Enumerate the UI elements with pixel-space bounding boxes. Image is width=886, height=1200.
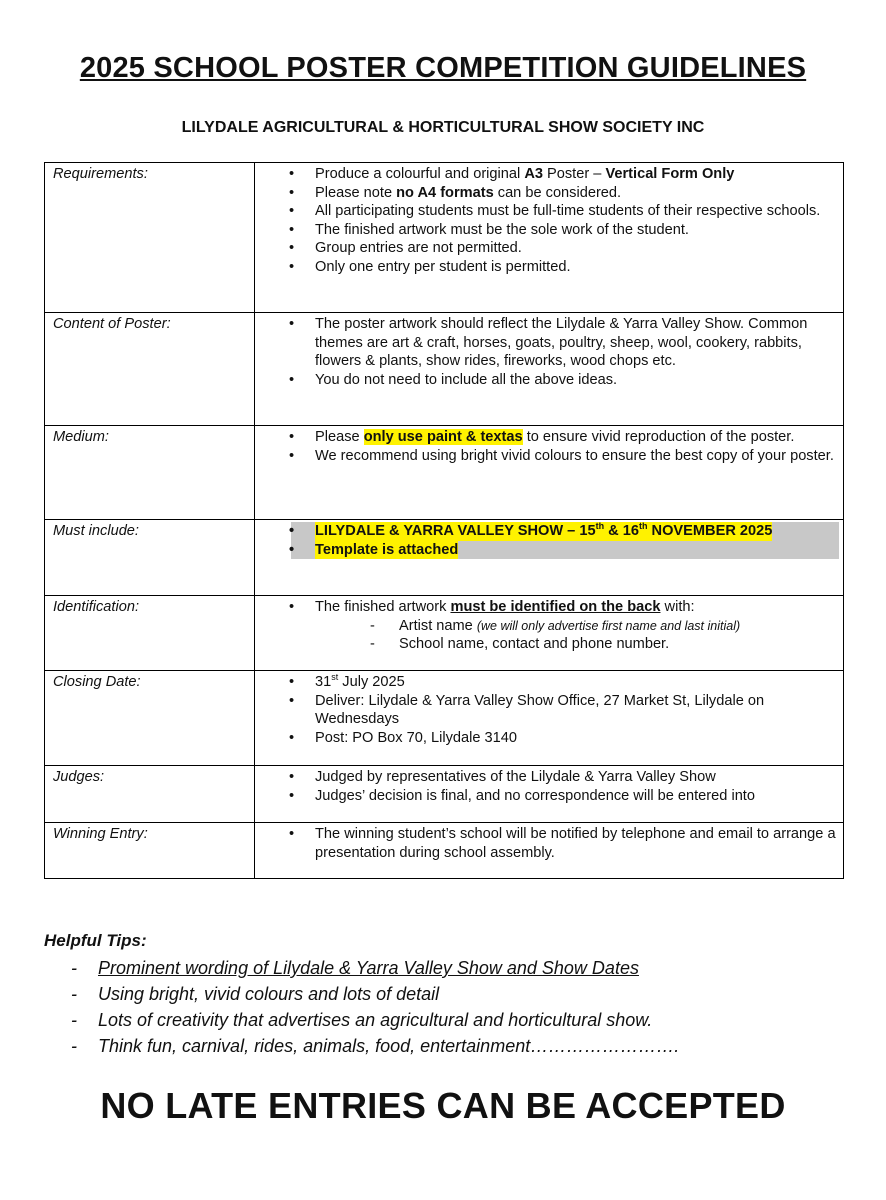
no-late-entries-notice: NO LATE ENTRIES CAN BE ACCEPTED [100, 1085, 786, 1126]
organisation-name: LILYDALE AGRICULTURAL & HORTICULTURAL SHOW SOCIETY INC [181, 119, 705, 136]
list-item: • Deliver: Lilydale & Yarra Valley Show Office, 27 Market St, Lilydale on Wednesdays [315, 692, 837, 729]
closing-date-cell [255, 671, 844, 766]
list-item: • The poster artwork should reflect the Lilydale & Yarra Valley Show. Common themes are art & craft, horses, goats, poultry, sheep, wool, cookery, rabbits, flowers & plants, show rides, fireworks, wood chops etc. [315, 315, 837, 371]
list-item: • You do not need to include all the above ideas. [315, 371, 837, 390]
judges-cell [255, 766, 844, 823]
page-title: 2025 SCHOOL POSTER COMPETITION GUIDELINES [79, 52, 807, 84]
judges-label: Judges: [45, 766, 255, 823]
list-item: • 31st July 2025 [315, 673, 837, 692]
list-item: • Judged by representatives of the Lilydale & Yarra Valley Show [315, 768, 837, 787]
row-identification [45, 596, 844, 671]
must-include-cell [255, 520, 844, 596]
medium-cell [255, 426, 844, 520]
list-item: - Think fun, carnival, rides, animals, food, entertainment……………………. [98, 1033, 679, 1059]
identification-cell [255, 596, 844, 671]
row-content [45, 313, 844, 426]
list-item: - Using bright, vivid colours and lots of detail [98, 981, 679, 1007]
closing-date-label: Closing Date: [45, 671, 255, 766]
row-must-include [45, 520, 844, 596]
content-cell [255, 313, 844, 426]
list-item: • The finished artwork must be identified on the back with: - Artist name (we will only advertise first name and last initial) - School name, contact and phone number. [315, 598, 837, 654]
list-item: - Artist name (we will only advertise first name and last initial) [399, 617, 837, 636]
requirements-cell [255, 163, 844, 313]
list-item: • Produce a colourful and original A3 Poster – Vertical Form Only [315, 165, 837, 184]
helpful-tips-list [98, 955, 679, 1059]
list-item: • We recommend using bright vivid colours to ensure the best copy of your poster. [315, 447, 837, 466]
list-item: • Judges’ decision is final, and no correspondence will be entered into [315, 787, 837, 806]
helpful-tips-heading: Helpful Tips: [44, 931, 147, 950]
list-item: • The finished artwork must be the sole work of the student. [315, 221, 837, 240]
guidelines-table [44, 162, 844, 879]
row-winning-entry [45, 823, 844, 879]
identification-label: Identification: [45, 596, 255, 671]
list-item: - School name, contact and phone number. [399, 635, 837, 654]
row-judges [45, 766, 844, 823]
list-item: • The winning student’s school will be notified by telephone and email to arrange a presentation during school assembly. [315, 825, 837, 862]
medium-label: Medium: [45, 426, 255, 520]
row-medium [45, 426, 844, 520]
requirements-label: Requirements: [45, 163, 255, 313]
row-requirements [45, 163, 844, 313]
list-item: - Prominent wording of Lilydale & Yarra Valley Show and Show Dates [98, 955, 679, 981]
list-item: • Only one entry per student is permitted. [315, 258, 837, 277]
list-item: • Template is attached [315, 541, 458, 560]
list-item: • Group entries are not permitted. [315, 239, 837, 258]
highlight-box [291, 522, 839, 559]
list-item: • Post: PO Box 70, Lilydale 3140 [315, 729, 837, 748]
list-item: • All participating students must be full-time students of their respective schools. [315, 202, 837, 221]
list-item: - Lots of creativity that advertises an agricultural and horticultural show. [98, 1007, 679, 1033]
must-include-label: Must include: [45, 520, 255, 596]
list-item: • LILYDALE & YARRA VALLEY SHOW – 15th & 16th NOVEMBER 2025 [315, 522, 772, 541]
winning-entry-label: Winning Entry: [45, 823, 255, 879]
winning-entry-cell [255, 823, 844, 879]
list-item: • Please note no A4 formats can be considered. [315, 184, 837, 203]
row-closing-date [45, 671, 844, 766]
content-label: Content of Poster: [45, 313, 255, 426]
highlight: only use paint & textas [363, 429, 523, 445]
list-item: • Please only use paint & textas to ensure vivid reproduction of the poster. [315, 428, 837, 447]
